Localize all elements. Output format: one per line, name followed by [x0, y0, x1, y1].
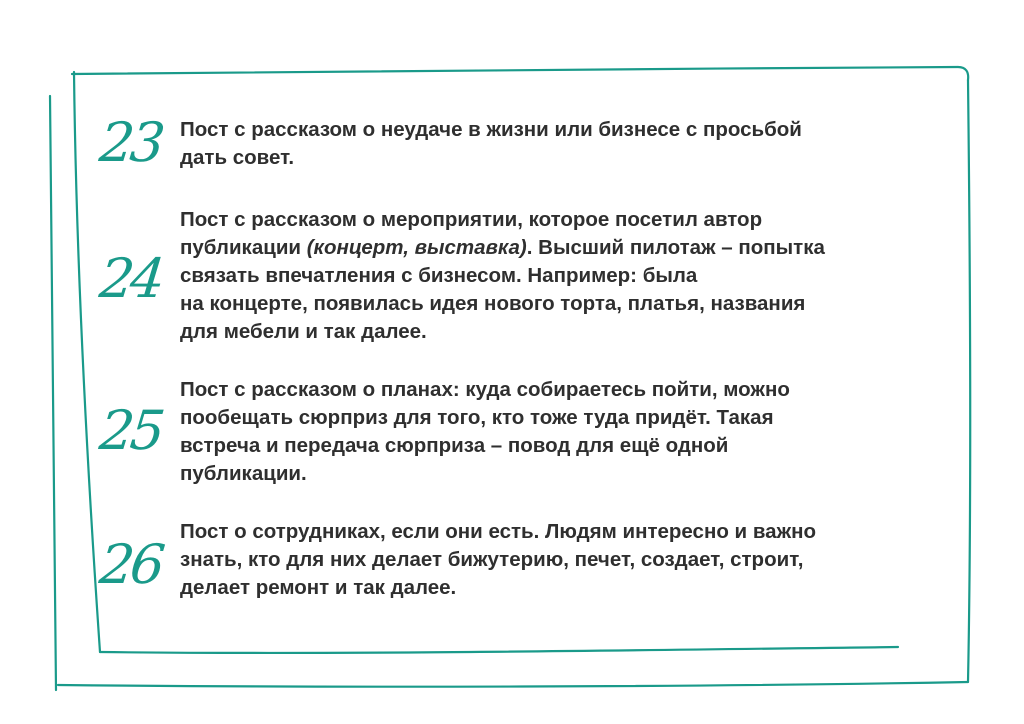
- text-line: [180, 460, 920, 488]
- item-number: 25: [96, 399, 165, 462]
- text-fragment-italic: (концерт, выставка): [306, 236, 527, 259]
- text-line: [180, 404, 920, 432]
- text-line: [180, 376, 920, 404]
- text-line: [180, 432, 920, 460]
- text-fragment: Пост с рассказом о планах: куда собираетесь пойти, можно: [180, 378, 790, 401]
- text-line: [180, 206, 920, 234]
- text-fragment: знать, кто для них делает бижутерию, печет, создает, строит,: [180, 548, 804, 571]
- item-number: 24: [96, 247, 165, 310]
- text-fragment: для мебели и так далее.: [180, 320, 427, 343]
- text-line: [180, 144, 920, 172]
- text-fragment: Пост с рассказом о мероприятии, которое посетил автор: [180, 208, 763, 231]
- text-fragment: встреча и передача сюрприза – повод для ещё одной: [180, 434, 729, 457]
- text-fragment: . Высший пилотаж – попытка: [526, 236, 825, 259]
- text-fragment: Пост о сотрудниках, если они есть. Людям интересно и важно: [180, 520, 817, 543]
- text-fragment: публикации: [180, 236, 307, 259]
- item-text: [180, 376, 920, 488]
- text-fragment: на концерте, появилась идея нового торта, платья, названия: [180, 292, 806, 315]
- text-fragment: делает ремонт и так далее.: [180, 576, 457, 599]
- item-text: [180, 116, 920, 172]
- text-fragment: связать впечатления с бизнесом. Например: была: [180, 264, 698, 287]
- frame-inner-bottom: [100, 647, 898, 653]
- text-line: [180, 518, 920, 546]
- text-line: [180, 546, 920, 574]
- frame-inner-left: [74, 72, 100, 652]
- text-line: [180, 318, 920, 346]
- item-number: 23: [96, 111, 165, 174]
- frame-outer-right: [968, 80, 970, 682]
- text-fragment: дать совет.: [180, 146, 295, 169]
- text-line: [180, 574, 920, 602]
- item-number: 26: [96, 533, 165, 596]
- text-fragment: пообещать сюрприз для того, кто тоже туда придёт. Такая: [180, 406, 774, 429]
- text-line: [180, 116, 920, 144]
- item-text: [180, 206, 920, 346]
- text-fragment: публикации.: [180, 462, 307, 485]
- frame-outer-top: [72, 67, 968, 80]
- frame-outer-bottom: [58, 682, 968, 687]
- text-line: [180, 234, 920, 262]
- text-line: [180, 262, 920, 290]
- text-fragment: Пост с рассказом о неудаче в жизни или бизнесе с просьбой: [180, 118, 802, 141]
- text-line: [180, 290, 920, 318]
- item-text: [180, 518, 920, 602]
- frame-outer-left: [50, 96, 56, 690]
